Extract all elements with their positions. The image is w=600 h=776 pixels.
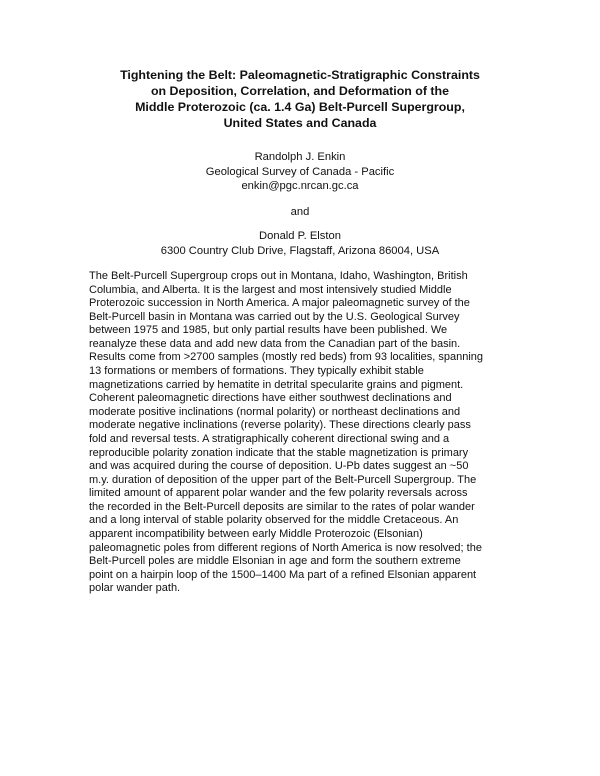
abstract-line: m.y. duration of deposition of the upper part of the Belt-Purcell Supergroup. The bbox=[89, 473, 477, 486]
abstract-line: Belt-Purcell poles are middle Elsonian in age and form the southern extreme bbox=[89, 555, 461, 568]
author-1-block bbox=[100, 150, 500, 194]
abstract-line: 13 formations or members of formations. They typically exhibit stable bbox=[89, 365, 424, 378]
author-1-affiliation: Geological Survey of Canada - Pacific bbox=[205, 165, 395, 178]
abstract-line: and was acquired during the course of deposition. U-Pb dates suggest an ~50 bbox=[89, 460, 469, 473]
abstract-line: apparent incompatibility between early Middle Proterozoic (Elsonian) bbox=[89, 527, 423, 540]
title-line: Tightening the Belt: Paleomagnetic-Stratigraphic Constraints bbox=[120, 68, 480, 82]
abstract-line: Results come from >2700 samples (mostly red beds) from 93 localities, spanning bbox=[89, 351, 484, 364]
abstract-line: fold and reversal tests. A stratigraphically coherent directional swing and a bbox=[89, 432, 450, 445]
abstract-line: between 1975 and 1985, but only partial results have been published. We bbox=[89, 324, 448, 337]
author-2-name: Donald P. Elston bbox=[259, 230, 341, 242]
author-conjunction bbox=[100, 205, 500, 220]
abstract-line: Coherent paleomagnetic directions have either southwest declinations and bbox=[89, 392, 452, 405]
abstract-line: Proterozoic succession in North America. A major paleomagnetic survey of the bbox=[89, 297, 470, 310]
author-2-block bbox=[100, 229, 500, 258]
title-line: Middle Proterozoic (ca. 1.4 Ga) Belt-Purcell Supergroup, bbox=[135, 100, 465, 114]
abstract-line: Belt-Purcell basin in Montana was carried out by the U.S. Geological Survey bbox=[89, 310, 460, 323]
abstract-line: and a long interval of stable polarity observed for the middle Cretaceous. An bbox=[89, 514, 459, 527]
abstract-line: the recorded in the Belt-Purcell deposits are similar to the rates of polar wander bbox=[89, 500, 475, 513]
abstract-line: moderate positive inclinations (normal polarity) or northeast declinations and bbox=[89, 405, 461, 418]
abstract-line: limited amount of apparent polar wander and the few polarity reversals across bbox=[89, 487, 468, 500]
abstract-line: magnetizations carried by hematite in detrital specularite grains and pigment. bbox=[89, 378, 464, 391]
title-line: on Deposition, Correlation, and Deformation of the bbox=[150, 84, 450, 98]
and-text: and bbox=[290, 206, 310, 218]
abstract bbox=[89, 270, 519, 596]
title-line: United States and Canada bbox=[223, 116, 377, 130]
abstract-line: point on a hairpin loop of the 1500–1400 Ma part of a refined Elsonian apparent bbox=[89, 568, 477, 581]
abstract-line: moderate negative inclinations (reverse polarity). These directions clearly pass bbox=[89, 419, 471, 432]
abstract-line: polar wander path. bbox=[89, 582, 181, 595]
abstract-line: paleomagnetic poles from different regions of North America is now resolved; the bbox=[89, 541, 482, 554]
abstract-line: reanalyze these data and add new data from the Canadian part of the basin. bbox=[89, 337, 461, 350]
abstract-line: Columbia, and Alberta. It is the largest and most intensively studied Middle bbox=[89, 283, 452, 296]
author-1-name: Randolph J. Enkin bbox=[254, 151, 346, 163]
author-1-email: enkin@pgc.nrcan.gc.ca bbox=[241, 180, 359, 192]
author-2-address: 6300 Country Club Drive, Flagstaff, Arizona 86004, USA bbox=[160, 244, 440, 257]
abstract-line: reproducible polarity zonation indicate that the stable magnetization is primary bbox=[89, 446, 469, 459]
paper-title bbox=[60, 67, 540, 131]
abstract-line: The Belt-Purcell Supergroup crops out in Montana, Idaho, Washington, British bbox=[89, 270, 468, 282]
